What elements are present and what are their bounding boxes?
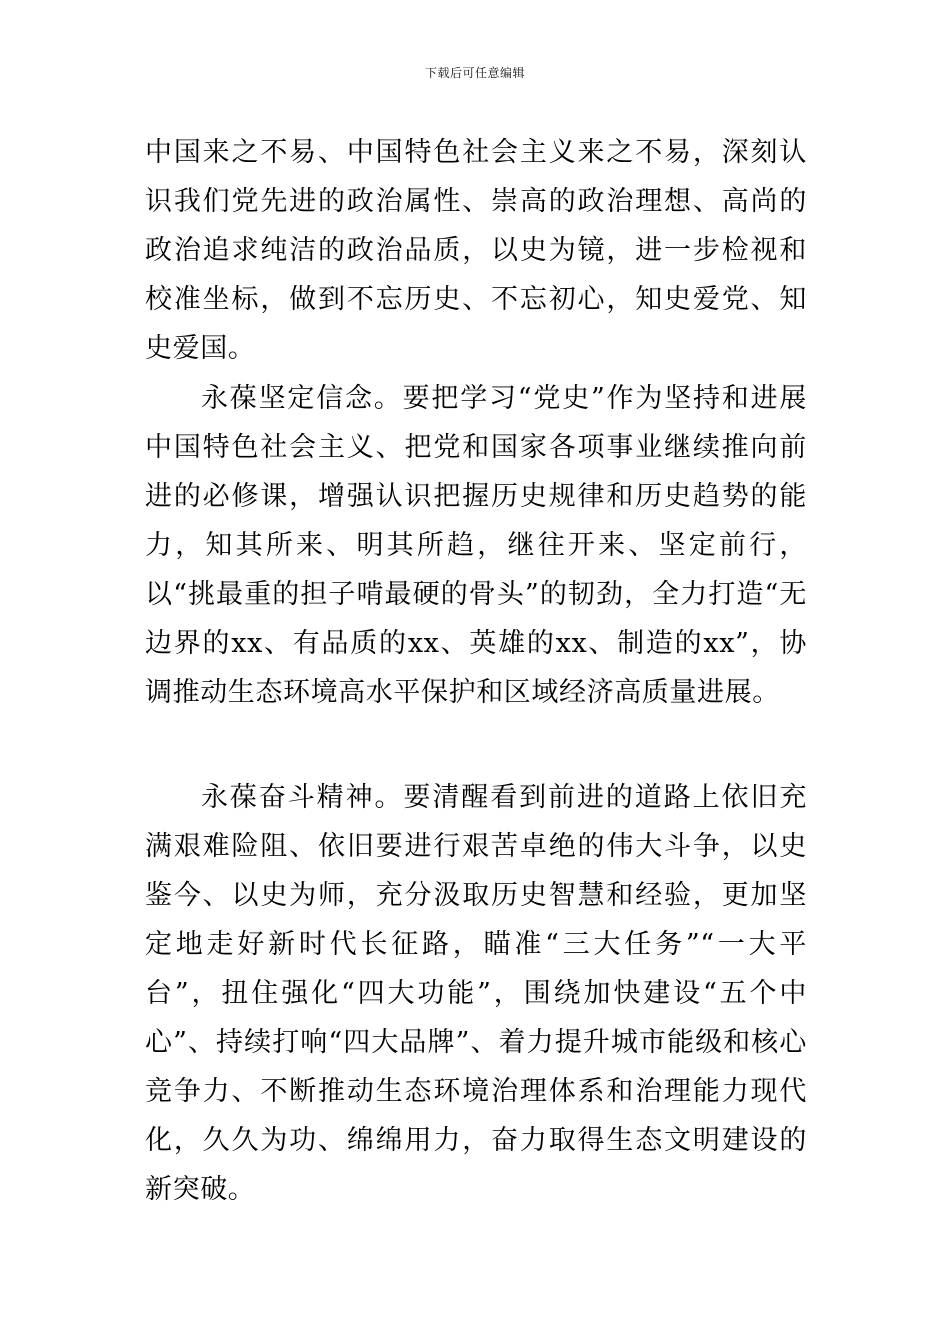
paragraph-1: 中国来之不易、中国特色社会主义来之不易，深刻认识我们党先进的政治属性、崇高的政治理想、高尚的政治追求纯洁的政治品质，以史为镜，进一步检视和校准坐标，做到不忘历史、不忘初心，知史爱党、知史爱国。 [145,137,807,364]
paragraph-3: 永葆奋斗精神。要清醒看到前进的道路上依旧充满艰难险阻、依旧要进行艰苦卓绝的伟大斗争，以史鉴今、以史为师，充分汲取历史智慧和经验，更加坚定地走好新时代长征路，瞄准“三大任务”“一大平台”，扭住强化“四大功能”，围绕加快建设“五个中心”、持续打响“四大品牌”、着力提升城市能级和核心竞争力、不断推动生态环境治理体系和治理能力现代化，久久为功、绵绵用力，奋力取得生态文明建设的新突破。 [145,782,807,1205]
page-header: 下载后可任意编辑 [424,66,525,80]
paragraph-2: 永葆坚定信念。要把学习“党史”作为坚持和进展中国特色社会主义、把党和国家各项事业继续推向前进的必修课，增强认识把握历史规律和历史趋势的能力，知其所来、明其所趋，继往开来、坚定前行，以“挑最重的担子啃最硬的骨头”的韧劲，全力打造“无边界的xx、有品质的xx、英雄的xx、制造的xx”，协调推动生态环境高水平保护和区域经济高质量进展。 [145,383,807,708]
